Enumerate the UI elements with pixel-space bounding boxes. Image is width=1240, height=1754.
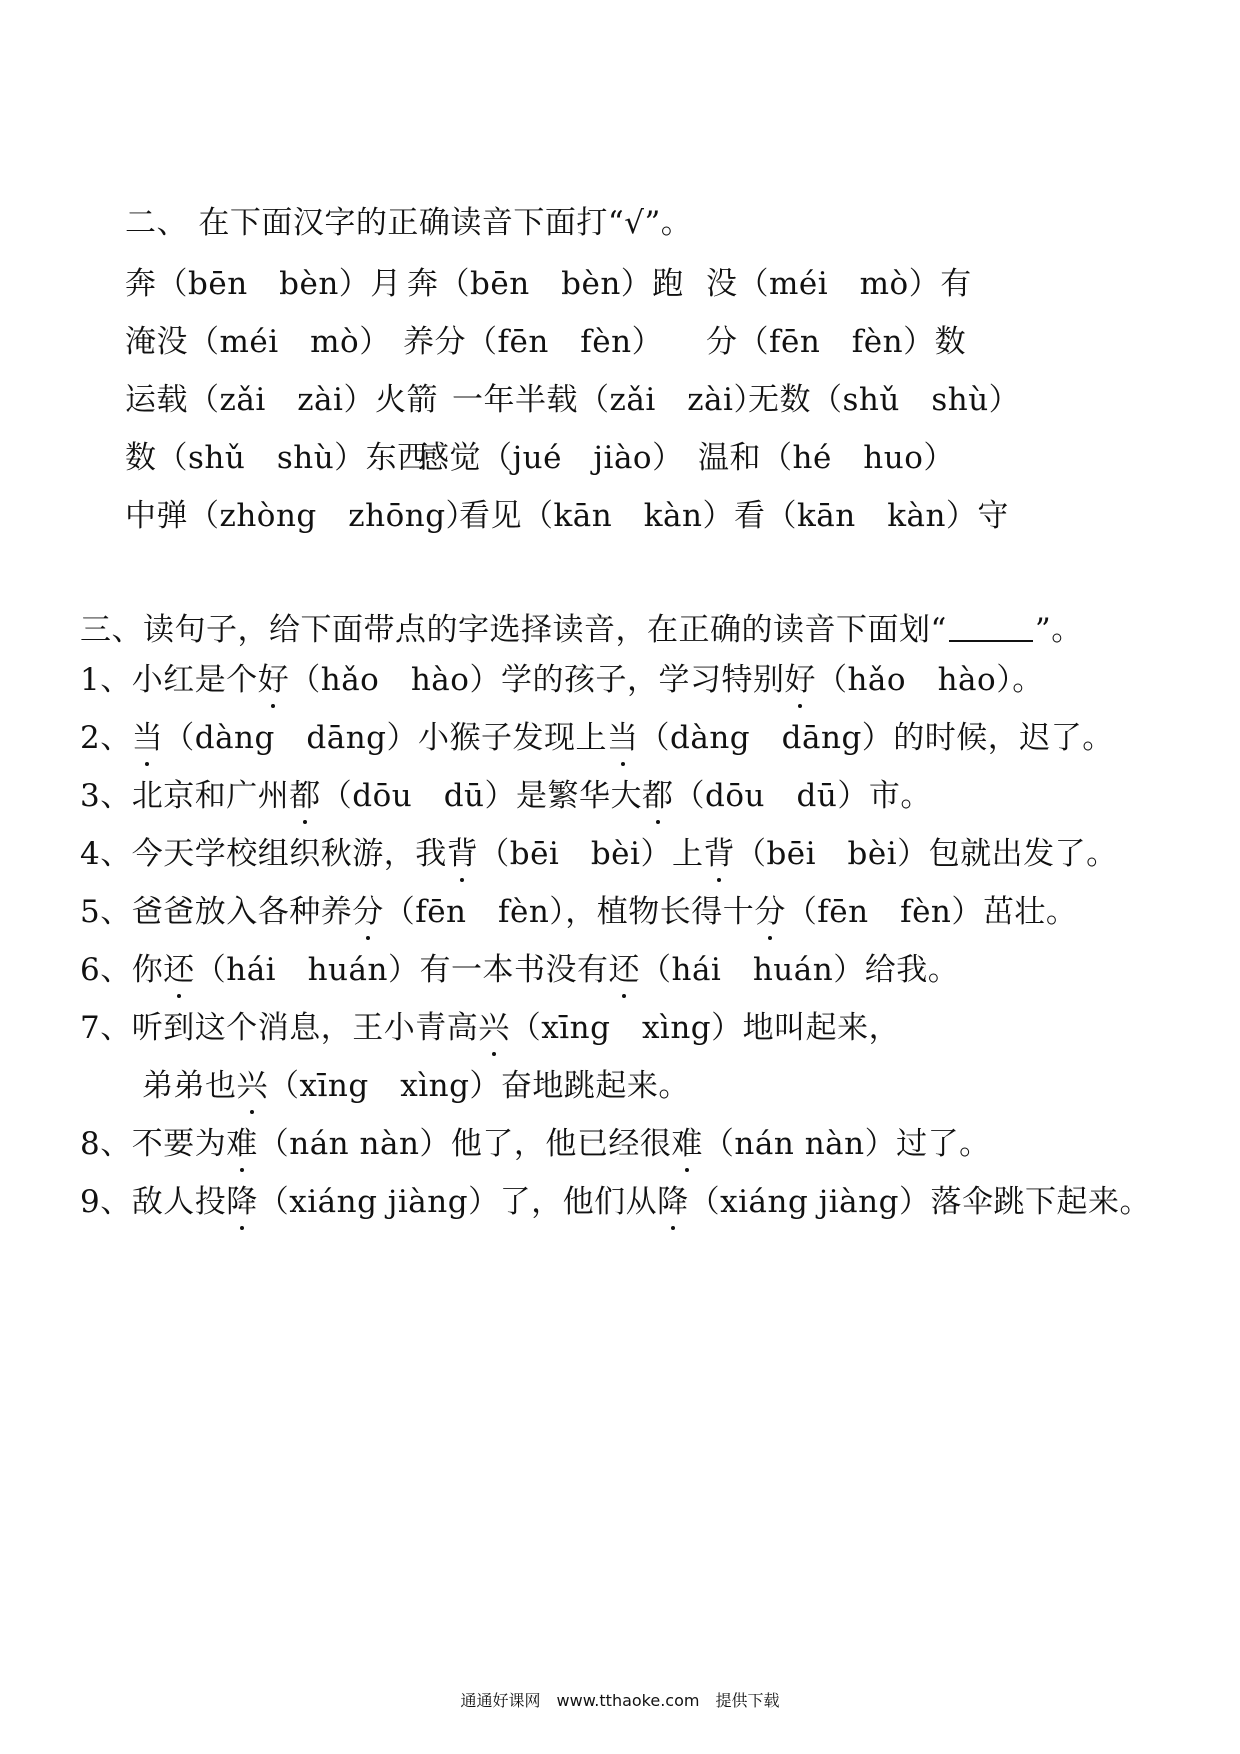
section3-title-suffix: ”。	[1034, 612, 1083, 648]
text: 你	[131, 952, 164, 988]
text: 北京和广州	[131, 778, 290, 814]
text: （hái huán）有一本书没有	[194, 952, 609, 988]
item-number: 6、	[80, 952, 132, 988]
s3-item-3	[80, 776, 932, 816]
dotted-char: 降	[226, 1184, 258, 1220]
s2-row2-item3: 分（fēn fèn）数	[706, 324, 967, 360]
s3-item-7-cont	[142, 1066, 690, 1106]
dotted-char: 还	[163, 952, 195, 988]
text: （hái huán）给我。	[639, 952, 960, 988]
text: （bēi bèi）上	[478, 836, 704, 872]
dotted-char: 都	[642, 778, 674, 814]
s2-row2-item1: 淹没（méi mò）	[125, 324, 391, 360]
dotted-char: 兴	[236, 1068, 268, 1104]
dotted-char: 背	[703, 836, 735, 872]
s2-row5-item2: 看见（kān kàn）看（kān kàn）守	[459, 498, 1009, 534]
s2-row3-item2: 一年半载（zǎi zài）	[452, 382, 765, 418]
dotted-char: 当	[607, 720, 639, 756]
s3-item-8	[80, 1124, 991, 1164]
section2-title: 二、 在下面汉字的正确读音下面打“√”。	[125, 205, 693, 241]
s2-row1-item2: 奔（bēn bèn）跑	[407, 266, 684, 302]
text: （dōu dū）市。	[673, 778, 932, 814]
text: 爸爸放入各种养	[131, 894, 353, 930]
text: （dōu dū）是繁华大	[320, 778, 643, 814]
s2-row3-item1: 运载（zǎi zài）火箭	[125, 382, 438, 418]
s2-row5-item1: 中弹（zhòng zhōng）	[125, 498, 478, 534]
s2-row4-item2: 感觉（jué jiào）	[418, 440, 684, 476]
footer-source: 通通好课网 www.tthaoke.com 提供下载	[460, 1691, 780, 1710]
text: （bēi bèi）包就出发了。	[734, 836, 1118, 872]
dotted-char: 分	[754, 894, 786, 930]
s2-row1-item1: 奔（bēn bèn）月	[125, 266, 402, 302]
s2-row3-item3: 无数（shǔ shù）	[748, 382, 1021, 418]
text: 今天学校组织秋游，我	[131, 836, 447, 872]
text: 弟弟也	[142, 1068, 237, 1104]
dotted-char: 好	[784, 662, 816, 698]
item-number: 7、	[80, 1010, 132, 1046]
item-number: 4、	[80, 836, 132, 872]
item-number: 2、	[80, 720, 132, 756]
s3-item-7	[80, 1008, 900, 1048]
text: （xiáng jiàng）落伞跳下起来。	[688, 1184, 1151, 1220]
s2-row2-item2: 养分（fēn fèn）	[403, 324, 664, 360]
s2-row1-item3: 没（méi mò）有	[706, 266, 972, 302]
item-number: 1、	[80, 662, 132, 698]
text: （nán nàn）他了，他已经很	[257, 1126, 672, 1162]
dotted-char: 好	[257, 662, 290, 698]
s2-row4-item1: 数（shǔ shù）东西	[125, 440, 429, 476]
text: 敌人投	[131, 1184, 227, 1220]
item-number: 9、	[80, 1184, 132, 1220]
dotted-char: 难	[226, 1126, 258, 1162]
text: （fēn fèn）茁壮。	[785, 894, 1078, 930]
dotted-char: 降	[657, 1184, 689, 1220]
text: （xīng xìng）地叫起来，	[509, 1010, 901, 1046]
s2-row4-item3: 温和（hé huo）	[698, 440, 955, 476]
item-number: 5、	[80, 894, 132, 930]
item-number: 8、	[80, 1126, 132, 1162]
text: （hǎo hào）。	[815, 662, 1044, 698]
text: （xīng xìng）奋地跳起来。	[268, 1068, 690, 1104]
text: （xiáng jiàng）了，他们从	[257, 1184, 658, 1220]
text: （hǎo hào）学的孩子，学习特别	[289, 662, 785, 698]
s3-item-6	[80, 950, 959, 990]
text: （nán nàn）过了。	[702, 1126, 991, 1162]
dotted-char: 兴	[478, 1010, 510, 1046]
text: 不要为	[131, 1126, 227, 1162]
dotted-char: 还	[608, 952, 640, 988]
s3-item-5	[80, 892, 1077, 932]
section3-title	[80, 610, 1083, 650]
dotted-char: 背	[446, 836, 479, 872]
text: 小红是个	[131, 662, 258, 698]
s3-item-1	[80, 660, 1044, 700]
dotted-char: 分	[352, 894, 384, 930]
dotted-char: 难	[671, 1126, 703, 1162]
text: （dàng dāng）的时候，迟了。	[638, 720, 1114, 756]
text: 听到这个消息，王小青高	[131, 1010, 479, 1046]
text: （dàng dāng）小猴子发现上	[163, 720, 608, 756]
s3-item-2	[80, 718, 1114, 758]
s3-item-9	[80, 1182, 1151, 1222]
dotted-char: 都	[289, 778, 321, 814]
text: （fēn fèn），植物长得十	[383, 894, 755, 930]
answer-blank	[949, 610, 1033, 642]
dotted-char: 当	[131, 720, 164, 756]
s3-item-4	[80, 834, 1118, 874]
item-number: 3、	[80, 778, 132, 814]
section3-title-prefix: 三、读句子，给下面带点的字选择读音，在正确的读音下面划“	[80, 612, 947, 648]
